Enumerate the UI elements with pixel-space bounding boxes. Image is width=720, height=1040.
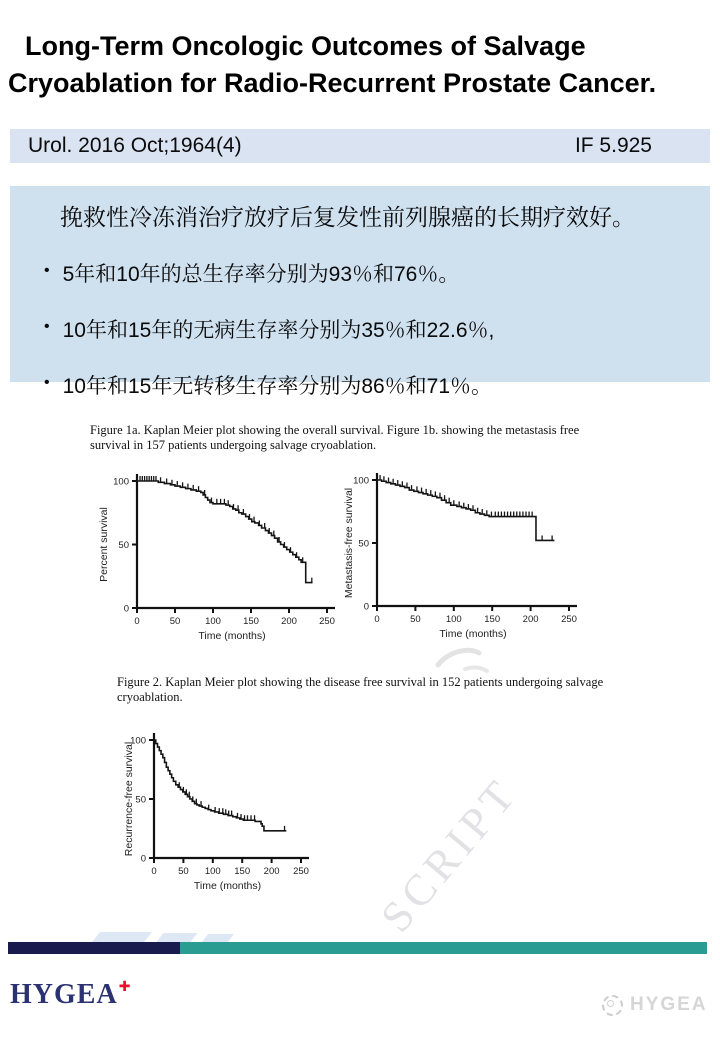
svg-text:Time (months): Time (months) [193, 880, 262, 892]
svg-text:0: 0 [123, 603, 129, 615]
svg-text:150: 150 [234, 866, 251, 877]
svg-text:100: 100 [353, 475, 369, 487]
svg-text:250: 250 [561, 614, 577, 625]
svg-text:0: 0 [374, 614, 380, 625]
km-chart-recurrence-free-survival [100, 718, 340, 903]
svg-text:200: 200 [281, 616, 297, 627]
red-cross-icon: ✚ [118, 979, 132, 995]
svg-text:Time (months): Time (months) [198, 630, 266, 642]
svg-text:100: 100 [130, 735, 146, 747]
svg-text:50: 50 [169, 616, 181, 627]
summary-bullet-1 [10, 258, 710, 288]
km-chart-metastasis-free-survival [345, 462, 590, 652]
svg-text:50: 50 [178, 866, 189, 877]
summary-bullet-3 [10, 370, 710, 400]
watermark-letter-tip [92, 932, 152, 942]
hygea-watermark-text: HYGEA [630, 994, 708, 1015]
hygea-watermark [602, 994, 708, 1016]
svg-text:250: 250 [319, 616, 335, 627]
bullet-dot: • [44, 262, 50, 279]
svg-text:Time (months): Time (months) [439, 628, 507, 640]
svg-text:Metastasis-free survival: Metastasis-free survival [343, 487, 355, 599]
svg-text:100: 100 [205, 616, 221, 627]
svg-text:150: 150 [484, 614, 501, 625]
bullet-text: 5年和10年的总生存率分别为93％和76％。 [62, 263, 460, 286]
manuscript-watermark-text: SCRIPT [371, 767, 528, 942]
page-title [8, 28, 714, 102]
hygea-emblem-icon [602, 995, 623, 1016]
svg-text:100: 100 [445, 614, 462, 625]
svg-text:50: 50 [410, 614, 421, 625]
watermark-letter-tip [202, 934, 234, 942]
journal-citation: Urol. 2016 Oct;1964(4) [28, 134, 242, 157]
hygea-logo [10, 979, 131, 1011]
title-line-2: Cryoablation for Radio-Recurrent Prostate Cancer. [8, 68, 657, 98]
svg-text:0: 0 [134, 616, 140, 627]
summary-box [10, 186, 710, 398]
bullet-text: 10年和15年的无病生存率分别为35％和22.6％, [62, 319, 495, 342]
svg-text:0: 0 [140, 853, 146, 865]
title-line-1: Long-Term Oncologic Outcomes of Salvage [25, 31, 586, 61]
svg-text:100: 100 [113, 476, 129, 488]
journal-bar [10, 129, 710, 163]
km-chart-overall-survival [95, 462, 345, 652]
watermark-letter-tip [156, 933, 197, 942]
svg-text:0: 0 [151, 866, 157, 877]
summary-headline: 挽救性冷冻消治疗放疗后复发性前列腺癌的长期疗效好。 [60, 204, 635, 230]
svg-text:Recurrence-free survival: Recurrence-free survival [123, 741, 135, 857]
svg-text:50: 50 [135, 794, 146, 806]
bullet-dot: • [44, 374, 50, 391]
bullet-dot: • [44, 318, 50, 335]
summary-bullet-2 [10, 314, 710, 344]
svg-text:250: 250 [293, 866, 309, 877]
footer-bar-teal [180, 942, 707, 954]
impact-factor: IF 5.925 [574, 134, 652, 157]
footer-bar-navy [8, 942, 180, 954]
svg-text:Percent survival: Percent survival [98, 507, 110, 582]
svg-text:150: 150 [243, 616, 259, 627]
bullet-text: 10年和15年无转移生存率分别为86％和71％。 [62, 375, 493, 398]
svg-text:50: 50 [358, 538, 369, 550]
figure1-caption: Figure 1a. Kaplan Meier plot showing the overall survival. Figure 1b. showing the metastasis free survival in 157 patients undergoing salvage cryoablation. [90, 423, 580, 452]
hygea-logo-text: HYGEA [10, 979, 118, 1010]
svg-text:200: 200 [522, 614, 539, 625]
svg-text:0: 0 [363, 601, 369, 613]
figure2-caption: Figure 2. Kaplan Meier plot showing the disease free survival in 152 patients undergoing salvage cryoablation. [117, 675, 604, 704]
svg-text:50: 50 [118, 540, 129, 551]
svg-text:200: 200 [263, 866, 280, 877]
svg-text:100: 100 [204, 866, 221, 877]
